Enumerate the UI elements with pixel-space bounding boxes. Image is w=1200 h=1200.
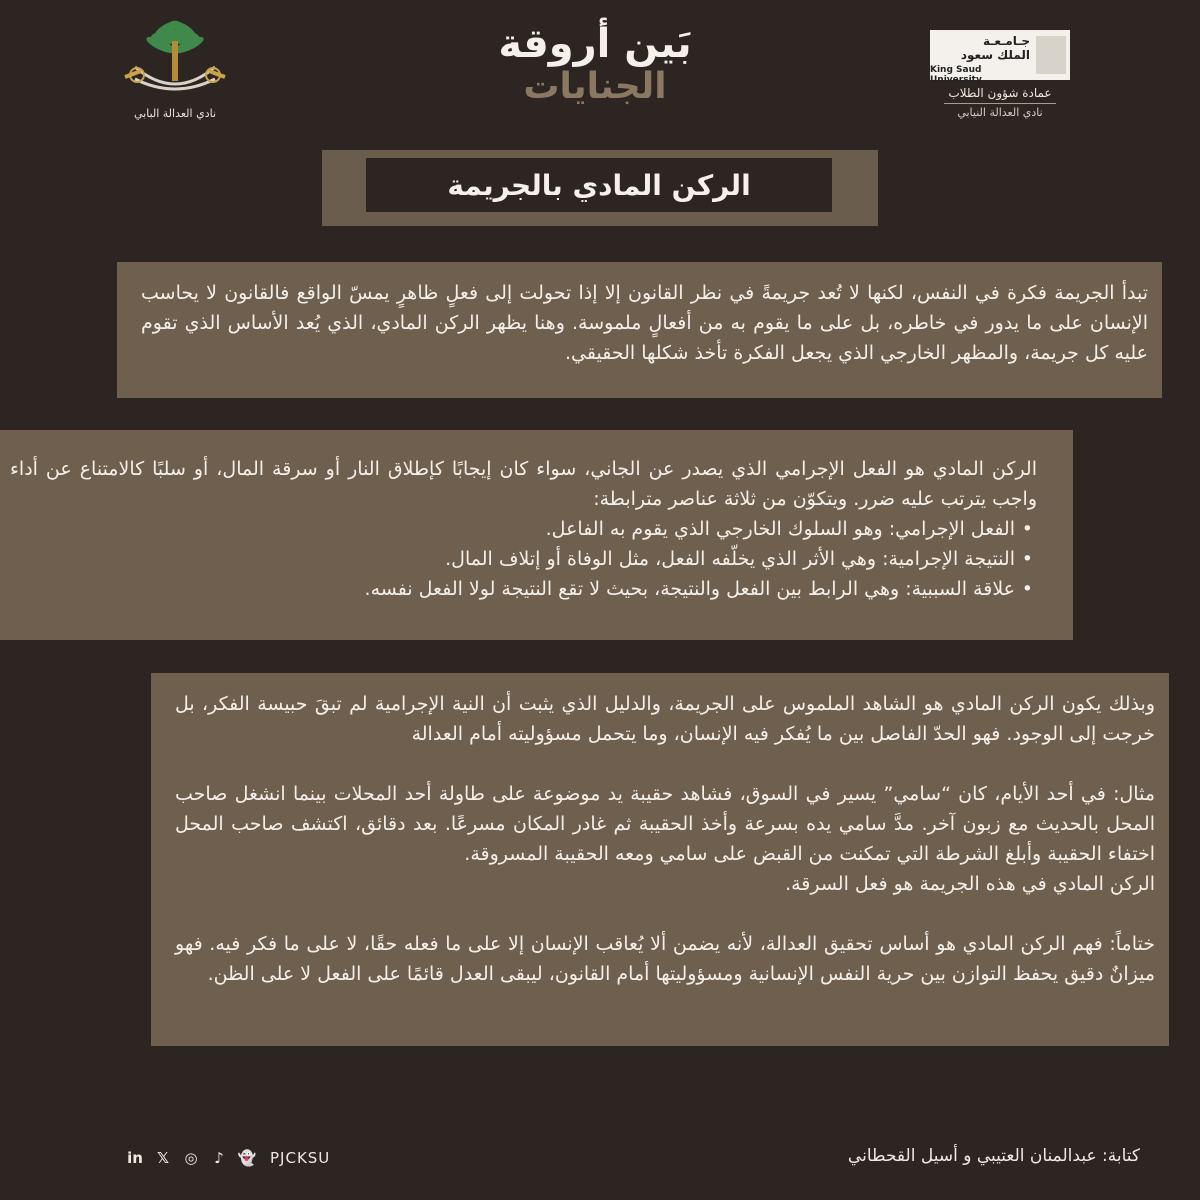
deanship-name: عمادة شؤون الطلاب <box>948 86 1052 100</box>
club-emblem <box>115 15 235 125</box>
definition-panel <box>0 430 1073 640</box>
closing-paragraph: ختاماً: فهم الركن المادي هو أساس تحقيق العدالة، لأنه يضمن ألا يُعاقب الإنسان إلا على ما فعله حقًا، لا على ما فكر فيه. فهو ميزانٌ دقيق يحفظ التوازن بين حرية النفس الإنسانية ومسؤوليتها أمام القانون، ليبقى العدل قائمًا على الفعل لا على الظن. <box>175 933 1155 985</box>
title-logo-line2: الجنايات <box>523 66 667 107</box>
social-handle[interactable]: PJCKSU <box>270 1149 331 1167</box>
example-paragraph: مثال: في أحد الأيام، كان “سامي” يسير في السوق، فشاهد حقيبة يد موضوعة على طاولة أحد المحلات بينما انشغل صاحب المحل بالحديث مع زبون آخر. مدَّ سامي يده بسرعة وأخذ الحقيبة ثم غادر المكان مسرعًا. بعد دقائق، اكتشف صاحب المحل اختفاء الحقيبة وأبلغ الشرطة التي تمكنت من القبض على سامي ومعه الحقيبة المسروقة. <box>175 783 1155 865</box>
list-item: • النتيجة الإجرامية: وهي الأثر الذي يخلّفه الفعل، مثل الوفاة أو إتلاف المال. <box>10 544 1015 574</box>
x-icon[interactable]: 𝕏 <box>156 1149 170 1167</box>
summary-paragraph: وبذلك يكون الركن المادي هو الشاهد الملموس على الجريمة، والدليل الذي يثبت أن النية الإجرامية لم تبقَ حبيسة الفكر، بل خرجت إلى الوجود. فهو الحدّ الفاصل بين ما يُفكر فيه الإنسان، وما يتحمل مسؤوليته أمام العدالة <box>175 693 1155 745</box>
definition-text: الركن المادي هو الفعل الإجرامي الذي يصدر عن الجاني، سواء كان إيجابًا كإطلاق النار أو سرقة المال، أو سلبًا كالامتناع عن أداء واجب يترتب عليه ضرر. ويتكوّن من ثلاثة عناصر مترابطة: <box>10 458 1037 510</box>
ksu-logo-box <box>930 30 1070 85</box>
elements-list <box>10 514 1037 604</box>
intro-text: تبدأ الجريمة فكرة في النفس، لكنها لا تُعد جريمةً في نظر القانون إلا إذا تحولت إلى فعلٍ ظاهرٍ يمسّ الواقع فالقانون لا يحاسب الإنسان على ما يدور في خاطره، بل على ما يقوم به من أفعالٍ ملموسة. وهنا يظهر الركن المادي، الذي يُعد الأساس الذي تقوم عليه كل جريمة، والمظهر الخارجي الذي يجعل الفكرة تأخذ شكلها الحقيقي. <box>141 282 1148 364</box>
list-item: • الفعل الإجرامي: وهو السلوك الخارجي الذي يقوم به الفاعل. <box>10 514 1015 544</box>
ksu-en-name: King Saud University <box>930 65 982 85</box>
instagram-icon[interactable]: ◎ <box>184 1149 198 1167</box>
divider <box>944 103 1056 104</box>
ksu-crest-icon <box>1036 36 1066 74</box>
ksu-ar-line1: جـامـعـة <box>983 34 1030 48</box>
author-credit: كتابة: عبدالمنان العتيبي و أسيل القحطاني <box>847 1146 1140 1166</box>
club-name: نادي العدالة البابي <box>133 107 217 120</box>
example-conclusion: الركن المادي في هذه الجريمة هو فعل السرقة. <box>785 873 1155 895</box>
example-panel <box>151 673 1169 1046</box>
list-item: • علاقة السببية: وهي الرابط بين الفعل والنتيجة، بحيث لا تقع النتيجة لولا الفعل نفسه. <box>10 574 1015 604</box>
ksu-logo <box>930 30 1070 119</box>
club-subtitle: نادي العدالة النيابي <box>957 106 1043 119</box>
intro-panel <box>117 262 1162 398</box>
social-links <box>124 1143 344 1173</box>
snapchat-icon[interactable]: 👻 <box>237 1149 257 1167</box>
title-logo <box>470 22 720 122</box>
palm-swords-icon <box>115 15 235 105</box>
page-title: الركن المادي بالجريمة <box>366 158 832 212</box>
title-logo-line1: بَين أروقة <box>498 21 692 67</box>
ksu-ar-line2: الملك سعود <box>960 48 1030 62</box>
tiktok-icon[interactable]: ♪ <box>214 1149 224 1167</box>
linkedin-icon[interactable]: in <box>127 1149 143 1167</box>
